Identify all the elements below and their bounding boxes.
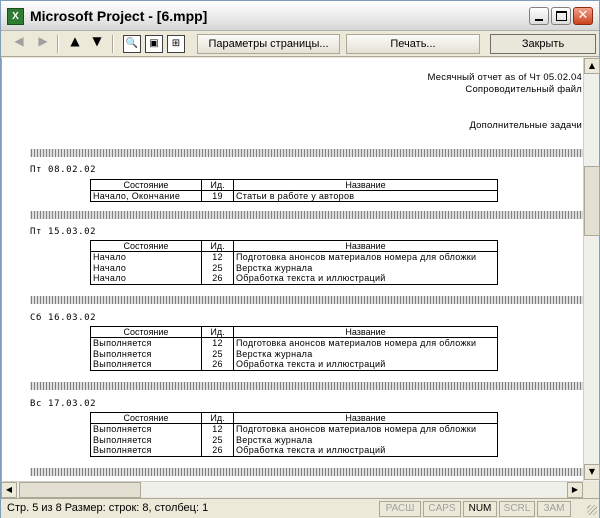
close-icon: ✕ [577,8,589,23]
table-row [91,446,498,457]
table-row [91,349,498,360]
task-name: Обработка текста и иллюстраций [234,360,498,371]
task-name: Обработка текста и иллюстраций [234,446,498,457]
dotted-separator [30,149,583,157]
column-header-name: Название [234,413,498,424]
task-id: 26 [202,446,234,457]
task-table [90,326,498,371]
dotted-separator [30,211,583,219]
table-row [91,338,498,349]
multi-page-icon[interactable]: ⊞ [167,35,185,53]
status-bar [1,498,599,518]
column-header-name: Название [234,327,498,338]
table-row [91,360,498,371]
task-state: Начало, Окончание [91,191,202,202]
preview-toolbar [1,31,599,57]
toolbar-separator [112,35,114,53]
task-table [90,179,498,202]
one-page-icon[interactable]: ▣ [145,35,163,53]
report-section-title: Дополнительные задачи [469,120,582,131]
group-date: Пт 15.03.02 [30,227,97,237]
minimize-button[interactable] [529,7,549,25]
task-name: Верстка журнала [234,263,498,274]
task-name: Подготовка анонсов материалов номера для обложки [234,338,498,349]
task-name: Верстка журнала [234,435,498,446]
page-setup-button[interactable]: Параметры страницы... [197,34,340,54]
task-state: Начало [91,274,202,285]
report-header-subtitle: Сопроводительный файл [465,84,582,95]
scroll-left-icon[interactable]: ◀ [1,482,17,498]
down-arrow-icon[interactable]: ▼ [92,34,102,48]
task-name: Статьи в работе у авторов [234,191,498,202]
table-row [91,191,498,202]
indicator-ovr: ЗАМ [537,501,571,517]
task-state: Начало [91,252,202,263]
task-state: Выполняется [91,349,202,360]
zoom-icon[interactable]: 🔍 [123,35,141,53]
task-state: Выполняется [91,424,202,435]
task-id: 19 [202,191,234,202]
column-header-name: Название [234,241,498,252]
maximize-icon [556,11,567,21]
left-arrow-icon[interactable]: ◀ [14,34,24,48]
indicator-caps: CAPS [423,501,461,517]
scroll-right-icon[interactable]: ▶ [567,482,583,498]
print-button[interactable]: Печать... [346,34,480,54]
task-state: Выполняется [91,435,202,446]
close-window-button[interactable] [573,7,593,25]
column-header-name: Название [234,180,498,191]
task-id: 12 [202,424,234,435]
task-name: Верстка журнала [234,349,498,360]
column-header-state: Состояние [91,327,202,338]
task-id: 25 [202,349,234,360]
task-name: Подготовка анонсов материалов номера для обложки [234,252,498,263]
table-row [91,435,498,446]
indicator-num: NUM [463,501,497,517]
group-date: Пт 08.02.02 [30,165,97,175]
task-id: 12 [202,252,234,263]
toolbar-separator [57,35,59,53]
table-row [91,424,498,435]
column-header-state: Состояние [91,413,202,424]
right-arrow-icon[interactable]: ▶ [38,34,48,48]
column-header-id: Ид. [202,327,234,338]
title-bar[interactable] [1,1,599,31]
report-header-title: Месячный отчет as of Чт 05.02.04 [427,72,582,83]
print-preview-page[interactable] [1,58,583,481]
indicator-scrl: SCRL [499,501,535,517]
task-state: Выполняется [91,338,202,349]
scroll-down-icon[interactable]: ▼ [584,464,600,480]
status-text: Стр. 5 из 8 Размер: строк: 8, столбец: 1 [7,502,209,514]
up-arrow-icon[interactable]: ▲ [70,34,80,48]
task-id: 26 [202,360,234,371]
column-header-id: Ид. [202,241,234,252]
maximize-button[interactable] [551,7,571,25]
horizontal-scroll-thumb[interactable] [19,482,141,498]
column-header-state: Состояние [91,241,202,252]
task-name: Обработка текста и иллюстраций [234,274,498,285]
minimize-icon [535,19,543,21]
task-table [90,240,498,285]
column-header-state: Состояние [91,180,202,191]
horizontal-scrollbar[interactable] [1,481,583,497]
indicator-ext: РАСШ [379,501,421,517]
column-header-id: Ид. [202,180,234,191]
vertical-scrollbar[interactable] [583,58,599,481]
scroll-up-icon[interactable]: ▲ [584,58,600,74]
task-id: 12 [202,338,234,349]
dotted-separator [30,468,583,476]
group-date: Вс 17.03.02 [30,399,97,409]
project-app-icon[interactable]: X [7,8,24,25]
resize-grip-icon[interactable] [587,505,597,515]
task-table [90,412,498,457]
table-row [91,252,498,263]
vertical-scroll-thumb[interactable] [584,166,600,236]
task-id: 25 [202,263,234,274]
table-row [91,274,498,285]
task-id: 25 [202,435,234,446]
table-row [91,263,498,274]
task-state: Выполняется [91,360,202,371]
task-name: Подготовка анонсов материалов номера для обложки [234,424,498,435]
dotted-separator [30,382,583,390]
window-title: Microsoft Project - [6.mpp] [30,8,208,24]
column-header-id: Ид. [202,413,234,424]
task-id: 26 [202,274,234,285]
task-state: Начало [91,263,202,274]
dotted-separator [30,296,583,304]
group-date: Сб 16.03.02 [30,313,97,323]
task-state: Выполняется [91,446,202,457]
close-preview-button[interactable]: Закрыть [490,34,596,54]
